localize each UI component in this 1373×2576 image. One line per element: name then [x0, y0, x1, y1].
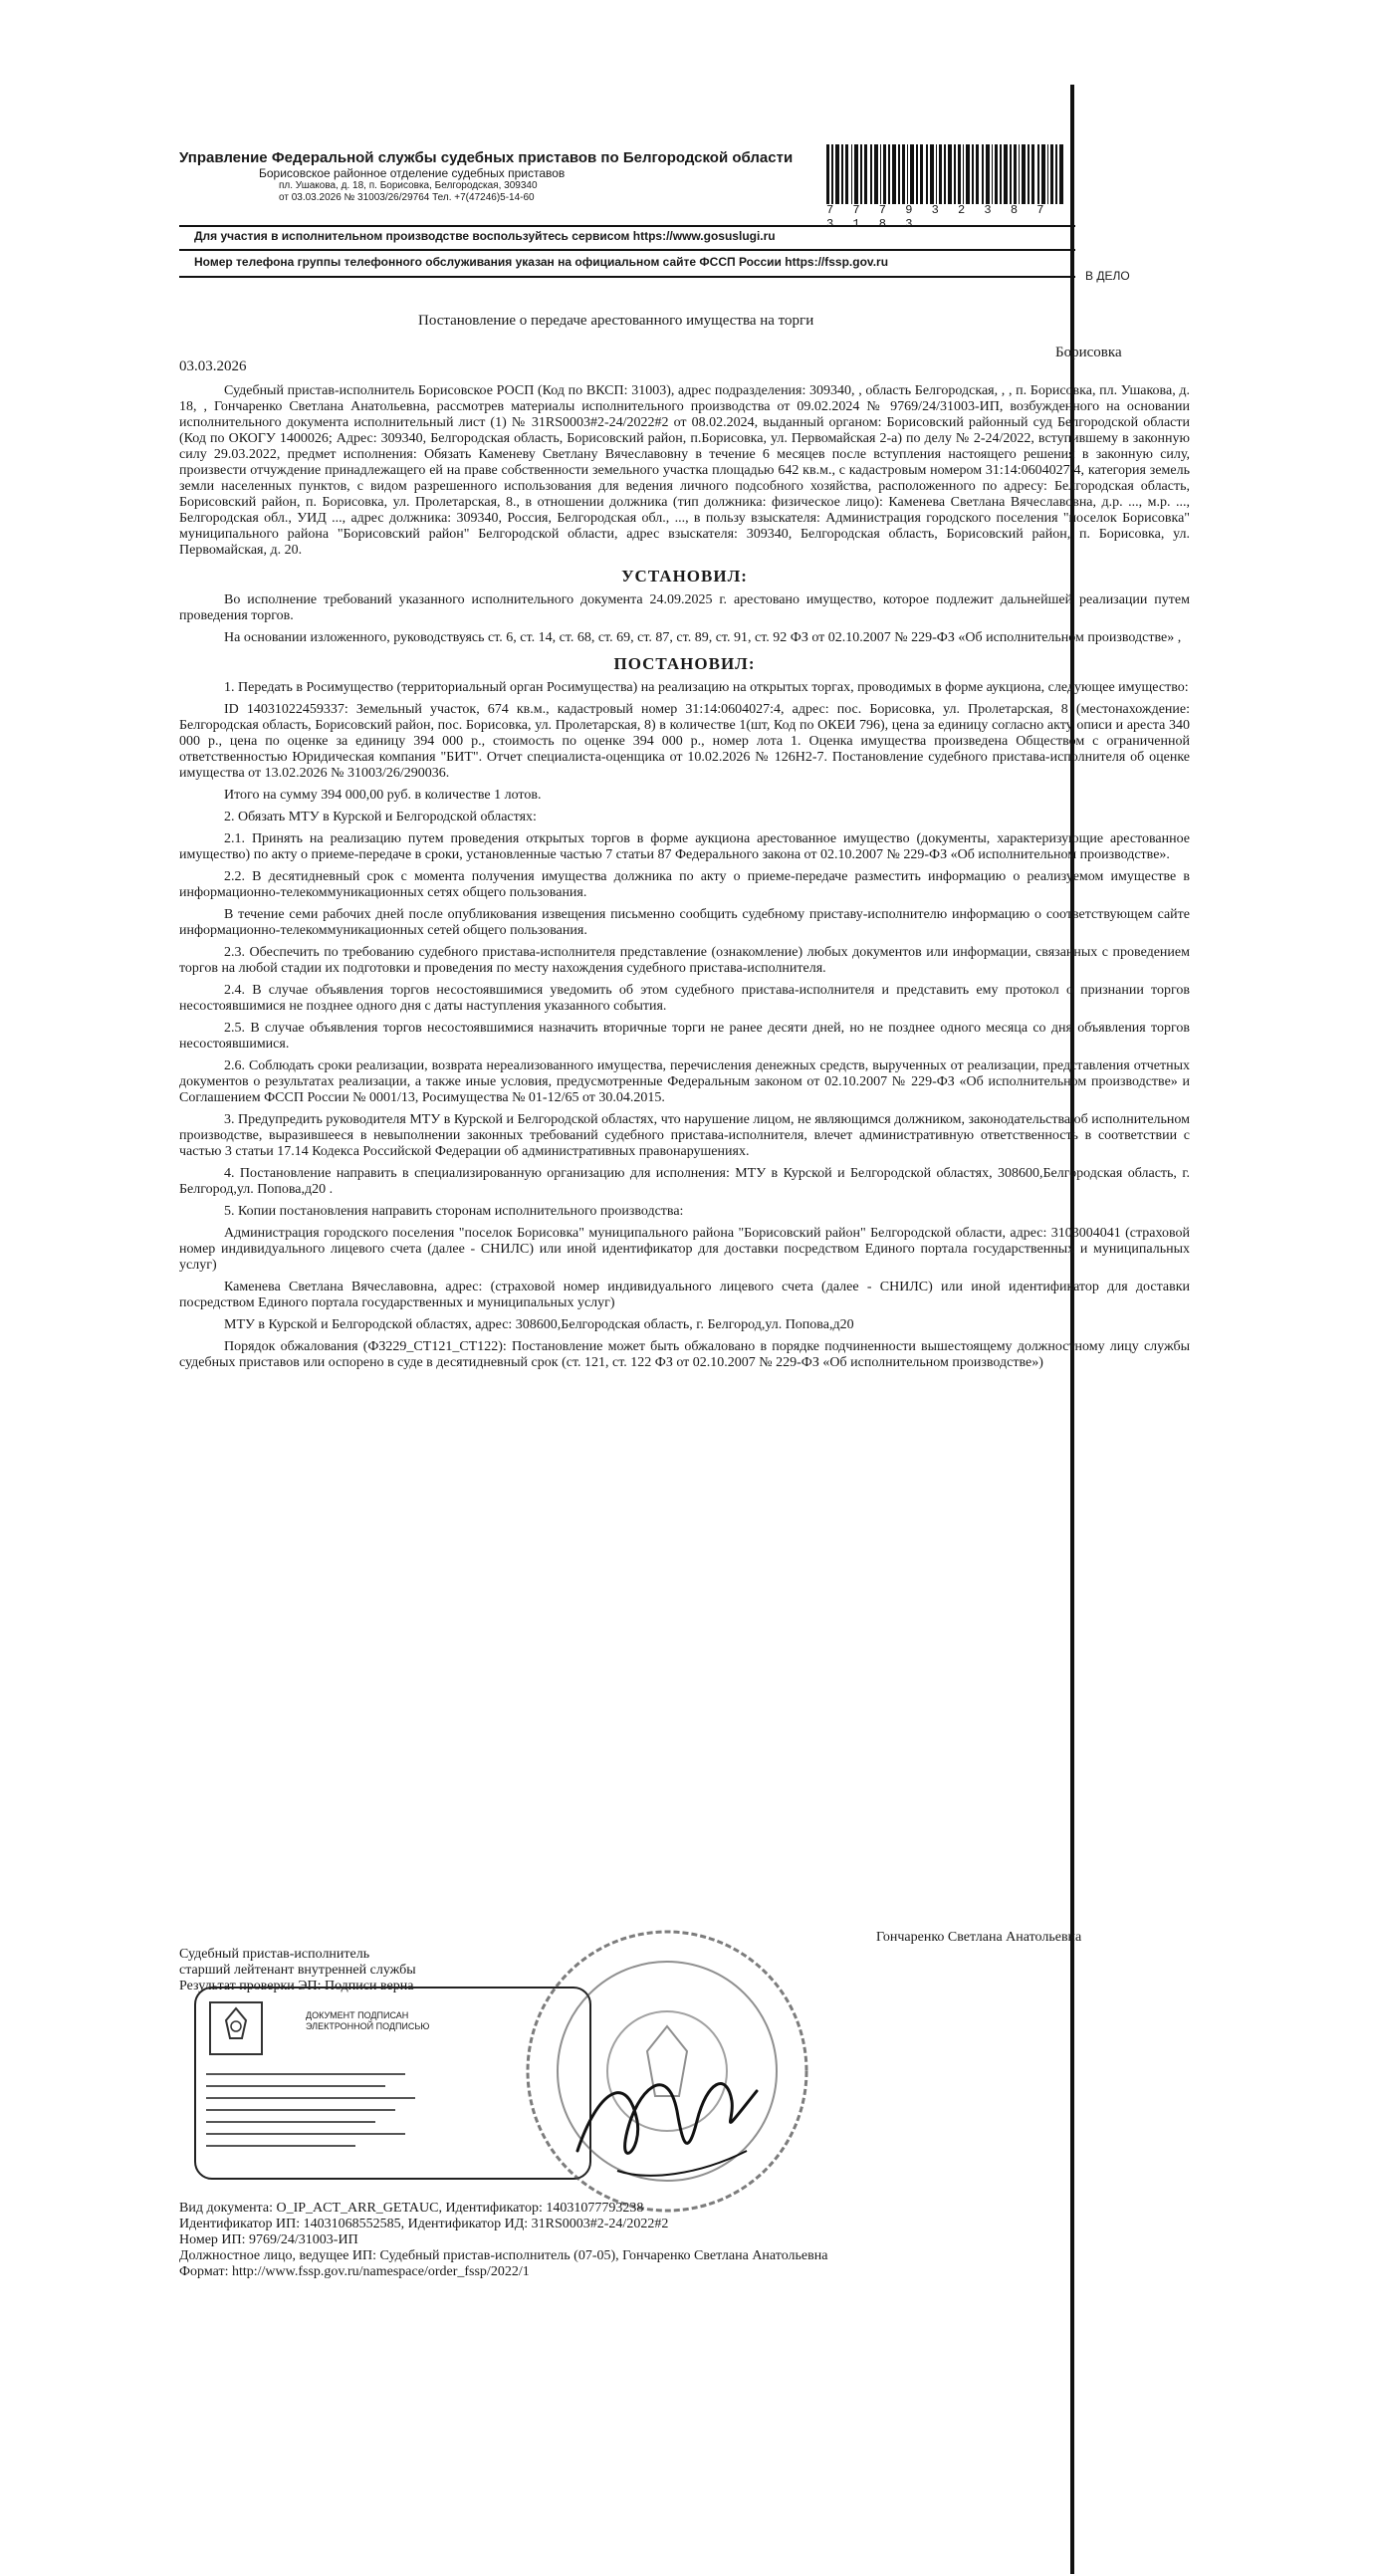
- document-date: 03.03.2026: [179, 358, 247, 374]
- ep-check-result: Результат проверки ЭП: Подписи верна: [179, 1979, 414, 1993]
- meta-line: Должностное лицо, ведущее ИП: Судебный пристав-исполнитель (07-05), Гончаренко Светлана Анатольевна: [179, 2248, 828, 2263]
- ustanovil-paragraph: Во исполнение требований указанного исполнительного документа 24.09.2025 г. арестовано имущество, которое подлежит дальнейшей реализации путем проведения торгов.: [179, 592, 1190, 623]
- signer-position: Судебный пристав-исполнитель: [179, 1947, 370, 1962]
- item-paragraph: 2.4. В случае объявления торгов несостоявшимися уведомить об этом судебного пристава-исполнителя и представить ему протокол о признании торгов несостоявшимися не позднее одного дня с даты наступления указанного события.: [179, 983, 1190, 1014]
- item-paragraph: 2. Обязать МТУ в Курской и Белгородской областях:: [224, 810, 537, 824]
- stamp-details-lines: [206, 2068, 455, 2158]
- handwritten-signature: [558, 2031, 777, 2191]
- phone-note: Номер телефона группы телефонного обслуживания указан на официальном сайте ФССП России https://fssp.gov.ru: [194, 255, 889, 269]
- item-paragraph: ID 14031022459337: Земельный участок, 674 кв.м., кадастровый номер 31:14:0604027:4, адрес: пос. Борисовка, ул. Пролетарская, 8 (местонахождение: Белгородская область, Борисовский район, пос. Борисовка, ул. Пролетарская, 8) в количестве 1(шт, Код по ОКЕИ 796), цена за единицу согласно акту описи и ареста 340 000 р., цена по оценке за единицу 394 000 р., стоимость по оценке 394 000 р., номер лота 1. Оценка имущества произведена Обществом с ограниченной ответственностью Юридическая компания "БИТ". Отчет специалиста-оценщика от 10.02.2026 № 126Н2-7. Постановление судебного пристава-исполнителя об оценке имущества от 13.02.2026 № 31003/26/290036.: [179, 702, 1190, 781]
- signer-name: Гончаренко Светлана Анатольевна: [876, 1930, 1082, 1945]
- item-paragraph: Порядок обжалования (ФЗ229_СТ121_СТ122): Постановление может быть обжаловано в порядке подчиненности вышестоящему должностному лицу службы судебных приставов или оспорено в суде в десятидневный срок (ст. 121, ст. 122 ФЗ от 02.10.2007 № 229-ФЗ «Об исполнительном производстве»): [179, 1339, 1190, 1370]
- v-delo-mark: В ДЕЛО: [1085, 269, 1130, 283]
- item-paragraph: МТУ в Курской и Белгородской областях, адрес: 308600,Белгородская область, г. Белгород,ул. Попова,д20: [224, 1317, 854, 1332]
- signer-rank: старший лейтенант внутренней службы: [179, 1963, 416, 1978]
- item-paragraph: 3. Предупредить руководителя МТУ в Курской и Белгородской областях, что нарушение лицом, не являющимся должником, законодательства об исполнительном производстве, выразившееся в невыполнении законных требований судебного пристава-исполнителя, влечет административную ответственность в соответствии с частью 3 статьи 17.14 Кодекса Российской Федерации об административных правонарушениях.: [179, 1112, 1190, 1159]
- item-paragraph: 4. Постановление направить в специализированную организацию для исполнения: МТУ в Курской и Белгородской областях, 308600,Белгородская область, г. Белгород,ул. Попова,д20 .: [179, 1166, 1190, 1197]
- item-paragraph: 2.2. В десятидневный срок с момента получения имущества должника по акту о приеме-передаче разместить информацию о реализуемом имуществе в информационно-телекоммуникационных сетях общего пользования.: [179, 869, 1190, 900]
- meta-line: Идентификатор ИП: 14031068552585, Идентификатор ИД: 31RS0003#2-24/2022#2: [179, 2217, 669, 2231]
- meta-line: Формат: http://www.fssp.gov.ru/namespace/order_fssp/2022/1: [179, 2264, 530, 2279]
- header-rule-3: [179, 276, 1075, 278]
- item-paragraph: 2.5. В случае объявления торгов несостоявшимися назначить вторичные торги не ранее десяти дней, но не позднее одного месяца со дня объявления торгов несостоявшимися.: [179, 1021, 1190, 1052]
- item-paragraph: Итого на сумму 394 000,00 руб. в количестве 1 лотов.: [224, 788, 542, 803]
- item-paragraph: 2.3. Обеспечить по требованию судебного пристава-исполнителя представление (ознакомление) любых документов или информации, связанных с проведением торгов на любой стадии их подготовки и проведения по месту нахождения судебного пристава-исполнителя.: [179, 945, 1190, 976]
- document-reg-number: от 03.03.2026 № 31003/26/29764 Тел. +7(47246)5-14-60: [279, 192, 535, 203]
- stamp-title: [306, 2010, 525, 2032]
- ustanovil-heading: УСТАНОВИЛ:: [621, 567, 748, 585]
- meta-line: Вид документа: O_IP_ACT_ARR_GETAUC, Идентификатор: 14031077793238: [179, 2201, 644, 2216]
- meta-line: Номер ИП: 9769/24/31003-ИП: [179, 2232, 358, 2247]
- document-place: Борисовка: [1055, 345, 1122, 360]
- document-metadata: [179, 2201, 1155, 2280]
- intro-paragraph: Судебный пристав-исполнитель Борисовское РОСП (Код по ВКСП: 31003), адрес подразделения: 309340, , область Белгородская, , , п. Борисовка, пл. Ушакова, д. 18, , Гончаренко Светлана Анатольевна, рассмотрев материалы исполнительного производства от 09.02.2024 № 9769/24/31003-ИП, возбужденного на основании исполнительного документа исполнительный лист (1) № 31RS0003#2-24/2022#2 от 08.02.2024, выданный органом: Борисовский районный суд Белгородской области (Код по ОКОГУ 1400026; Адрес: 309340, Белгородская область, Борисовский район, п.Борисовка, ул. Первомайская 2-а) по делу № 2-24/2022, вступившему в законную силу 29.03.2022, предмет исполнения: Обязать Каменеву Светлану Вячеславовну в течение 6 месяцев после вступления настоящего решения в законную силу, произвести отчуждение принадлежащего ей на праве собственности земельного участка площадью 642 кв.м., с кадастровым номером 31:14:0604027:4, категория земель земли населенных пунктов, с видом разрешенного использования для ведения личного подсобного хозяйства, расположенного по адресу: Белгородская область, Борисовский район, п. Борисовка, ул. Пролетарская, 8., в отношении должника (тип должника: физическое лицо): Каменева Светлана Вячеславовна, д.р. ..., м.р. ..., Белгородская обл., УИД ..., адрес должника: 309340, Россия, Белгородская обл., ..., в пользу взыскателя: Администрация городского поселения "поселок Борисовка" муниципального района "Борисовский район" Белгородской области, адрес взыскателя: 309340, Белгородская область, Борисовский район, п. Борисовка, ул. Первомайская, д. 20.: [179, 383, 1190, 558]
- item-paragraph: Каменева Светлана Вячеславовна, адрес: (страховой номер индивидуального лицевого счета (далее - СНИЛС) или иной идентификатор для доставки посредством Единого портала государственных и муниципальных услуг): [179, 1280, 1190, 1310]
- stamp-title-line2: ЭЛЕКТРОННОЙ ПОДПИСЬЮ: [306, 2021, 430, 2031]
- department-address: пл. Ушакова, д. 18, п. Борисовка, Белгородская, 309340: [279, 180, 538, 191]
- gosuslugi-note: Для участия в исполнительном производстве воспользуйтесь сервисом https://www.gosuslugi.ru: [194, 229, 776, 243]
- item-paragraph: 1. Передать в Росимущество (территориальный орган Росимущества) на реализацию на открытых торгах, проводимых в форме аукциона, следующее имущество:: [224, 680, 1189, 695]
- item-paragraph: В течение семи рабочих дней после опубликования извещения письменно сообщить судебному приставу-исполнителю информацию о соответствующем сайте информационно-телекоммуникационных сетей общего пользования.: [179, 907, 1190, 938]
- item-paragraph: 2.6. Соблюдать сроки реализации, возврата нереализованного имущества, перечисления денежных средств, вырученных от реализации, представления отчетных документов о результатах реализации, а также иные условия, предусмотренные Федеральным законом от 02.10.2007 № 229-ФЗ «Об исполнительном производстве» и Соглашением ФССП России № 0001/13, Росимущества № 01-12/65 от 30.04.2015.: [179, 1058, 1190, 1105]
- item-paragraph: 2.1. Принять на реализацию путем проведения открытых торгов в форме аукциона арестованное имущество (документы, характеризующие арестованное имущество) по акту о приеме-передаче в сроки, установленные частью 7 статьи 87 Федерального закона от 02.10.2007 № 229-ФЗ «Об исполнительном производстве».: [179, 831, 1190, 862]
- document-body: [179, 383, 1190, 1377]
- barcode: [826, 144, 1065, 204]
- barcode-number: 7 7 7 9 3 2 3 8 7 3 1 8 3: [826, 203, 1050, 231]
- department-name: Борисовское районное отделение судебных приставов: [259, 166, 566, 180]
- postanovil-heading: ПОСТАНОВИЛ:: [613, 654, 756, 673]
- header-rule-2: [179, 249, 1075, 251]
- emblem-icon: [206, 1998, 266, 2058]
- basis-paragraph: На основании изложенного, руководствуясь ст. 6, ст. 14, ст. 68, ст. 69, ст. 87, ст. 89, ст. 91, ст. 92 ФЗ от 02.10.2007 № 229-ФЗ «Об исполнительном производстве» ,: [224, 630, 1182, 645]
- item-paragraph: 5. Копии постановления направить сторонам исполнительного производства:: [224, 1204, 684, 1219]
- item-paragraph: Администрация городского поселения "поселок Борисовка" муниципального района "Борисовский район" Белгородской области, адрес: 3103004041 (страховой номер индивидуального лицевого счета (далее - СНИЛС) или иной идентификатор для доставки посредством Единого портала государственных и муниципальных услуг): [179, 1226, 1190, 1273]
- stamp-title-line1: ДОКУМЕНТ ПОДПИСАН: [306, 2010, 409, 2020]
- document-title: Постановление о передаче арестованного имущества на торги: [418, 313, 814, 329]
- agency-name: Управление Федеральной службы судебных приставов по Белгородской области: [179, 149, 794, 166]
